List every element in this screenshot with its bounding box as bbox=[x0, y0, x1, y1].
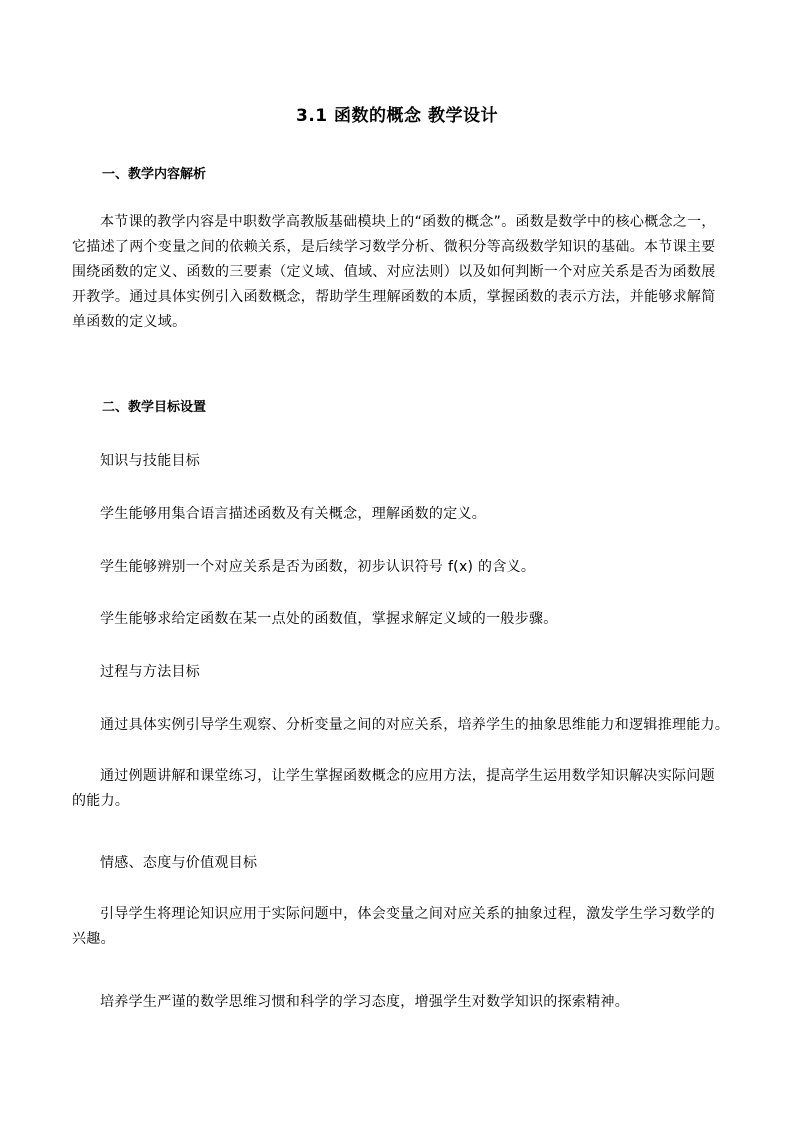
emotion-item: 引导学生将理论知识应用于实际问题中，体会变量之间对应关系的抽象过程，激发学生学习数学的兴趣。 bbox=[72, 906, 715, 947]
process-item: 通过具体实例引导学生观察、分析变量之间的对应关系，培养学生的抽象思维能力和逻辑推理能力。 bbox=[100, 717, 730, 733]
subheading-emotion-values: 情感、态度与价值观目标 bbox=[100, 855, 258, 871]
knowledge-item: 学生能够用集合语言描述函数及有关概念，理解函数的定义。 bbox=[100, 506, 487, 522]
process-item: 通过例题讲解和课堂练习，让学生掌握函数概念的应用方法，提高学生运用数学知识解决实际问题的能力。 bbox=[72, 768, 715, 809]
subheading-knowledge-skills: 知识与技能目标 bbox=[100, 453, 201, 469]
knowledge-item: 学生能够求给定函数在某一点处的函数值，掌握求解定义域的一般步骤。 bbox=[100, 611, 558, 627]
section-heading-objectives: 二、教学目标设置 bbox=[102, 400, 207, 415]
section-heading-content-analysis: 一、教学内容解析 bbox=[102, 167, 207, 182]
subheading-process-methods: 过程与方法目标 bbox=[100, 664, 201, 680]
content-analysis-paragraph: 本节课的教学内容是中职数学高教版基础模块上的“函数的概念”。函数是数学中的核心概念之一，它描述了两个变量之间的依赖关系，是后续学习数学分析、微积分等高级数学知识的基础。本节课主要围绕函数的定义、函数的三要素（定义域、值域、对应法则）以及如何判断一个对应关系是否为函数展开教学。通过具体实例引入函数概念，帮助学生理解函数的本质，掌握函数的表示方法，并能够求解简单函数的定义域。 bbox=[72, 214, 716, 330]
page-title: 3.1 函数的概念 教学设计 bbox=[296, 106, 498, 126]
knowledge-item: 学生能够辨别一个对应关系是否为函数，初步认识符号 f(x) 的含义。 bbox=[100, 559, 536, 575]
emotion-item: 培养学生严谨的数学思维习惯和科学的学习态度，增强学生对数学知识的探索精神。 bbox=[100, 994, 630, 1010]
